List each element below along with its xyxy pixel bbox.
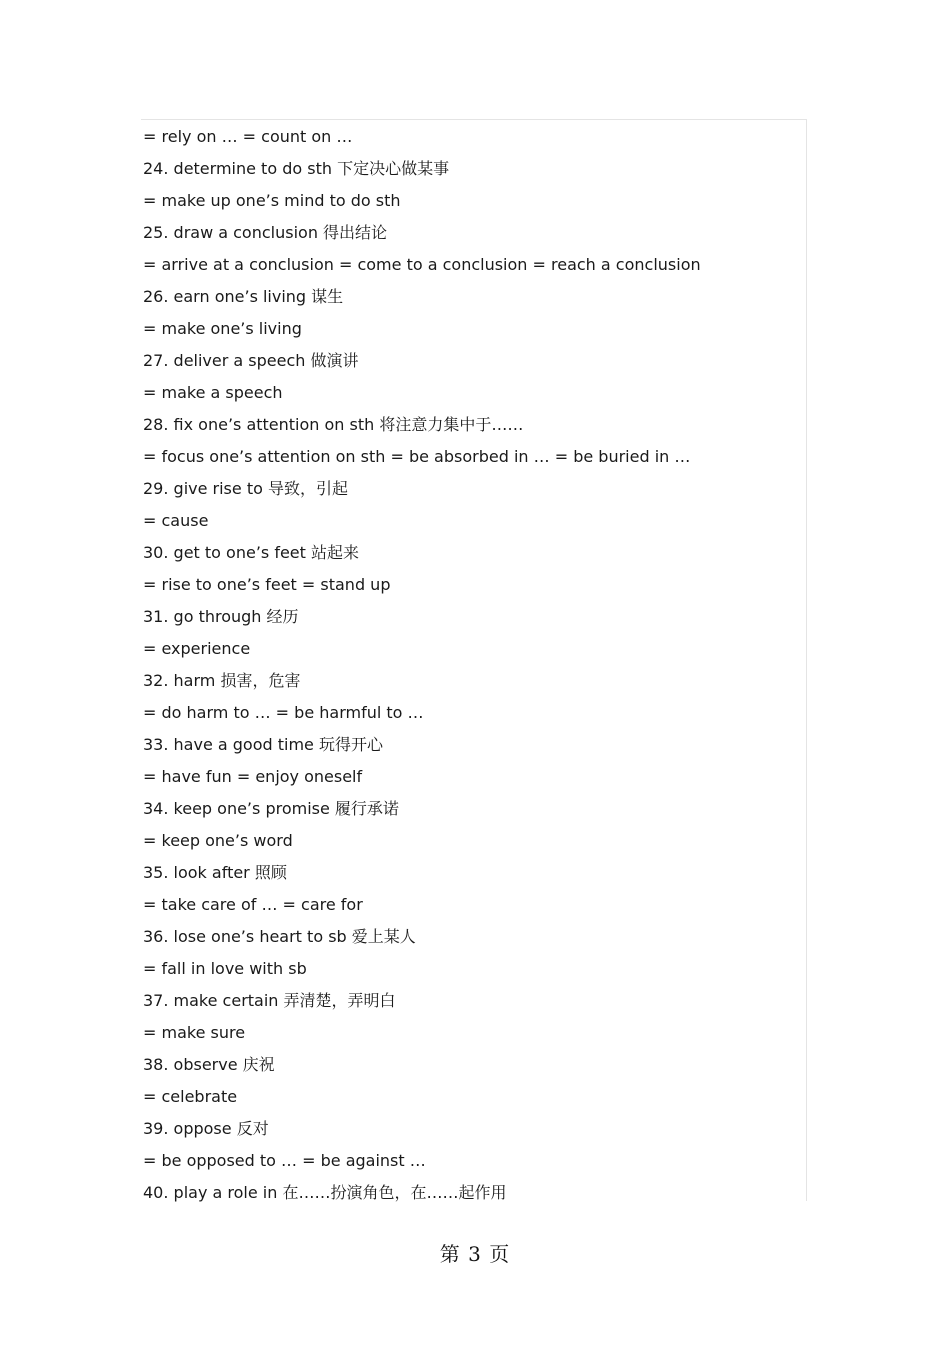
- list-item: = take care of … = care for: [143, 895, 363, 914]
- list-item: 25. draw a conclusion 得出结论: [143, 223, 388, 242]
- list-item: = make up one’s mind to do sth: [143, 191, 401, 210]
- list-item: = experience: [143, 639, 251, 658]
- list-item: = arrive at a conclusion = come to a conclusion = reach a conclusion: [143, 255, 701, 274]
- list-item: 38. observe 庆祝: [143, 1055, 275, 1074]
- list-item: 37. make certain 弄清楚，弄明白: [143, 991, 396, 1010]
- list-item: = rely on … = count on …: [143, 127, 353, 146]
- page-number: 第 3 页: [439, 1242, 511, 1266]
- list-item: 24. determine to do sth 下定决心做某事: [143, 159, 450, 178]
- list-item: = focus one’s attention on sth = be absorbed in … = be buried in …: [143, 447, 691, 466]
- list-item: 39. oppose 反对: [143, 1119, 269, 1138]
- list-item: = have fun = enjoy oneself: [143, 767, 363, 786]
- list-item: 34. keep one’s promise 履行承诺: [143, 799, 399, 818]
- list-item: = celebrate: [143, 1087, 238, 1106]
- list-item: = cause: [143, 511, 209, 530]
- vocabulary-list: [143, 121, 803, 1209]
- list-item: = fall in love with sb: [143, 959, 307, 978]
- list-item: = do harm to … = be harmful to …: [143, 703, 424, 722]
- list-item: = rise to one’s feet = stand up: [143, 575, 391, 594]
- list-item: 35. look after 照顾: [143, 863, 287, 882]
- list-item: 32. harm 损害，危害: [143, 671, 301, 690]
- list-item: 31. go through 经历: [143, 607, 299, 626]
- list-item: 29. give rise to 导致，引起: [143, 479, 348, 498]
- list-item: = be opposed to … = be against …: [143, 1151, 426, 1170]
- list-item: 28. fix one’s attention on sth 将注意力集中于……: [143, 415, 524, 434]
- list-item: 36. lose one’s heart to sb 爱上某人: [143, 927, 416, 946]
- list-item: = keep one’s word: [143, 831, 293, 850]
- list-item: 40. play a role in 在……扮演角色，在……起作用: [143, 1183, 507, 1202]
- list-item: 26. earn one’s living 谋生: [143, 287, 344, 306]
- list-item: 27. deliver a speech 做演讲: [143, 351, 359, 370]
- list-item: = make sure: [143, 1023, 246, 1042]
- list-item: = make one’s living: [143, 319, 302, 338]
- list-item: = make a speech: [143, 383, 283, 402]
- list-item: 33. have a good time 玩得开心: [143, 735, 383, 754]
- list-item: 30. get to one’s feet 站起来: [143, 543, 360, 562]
